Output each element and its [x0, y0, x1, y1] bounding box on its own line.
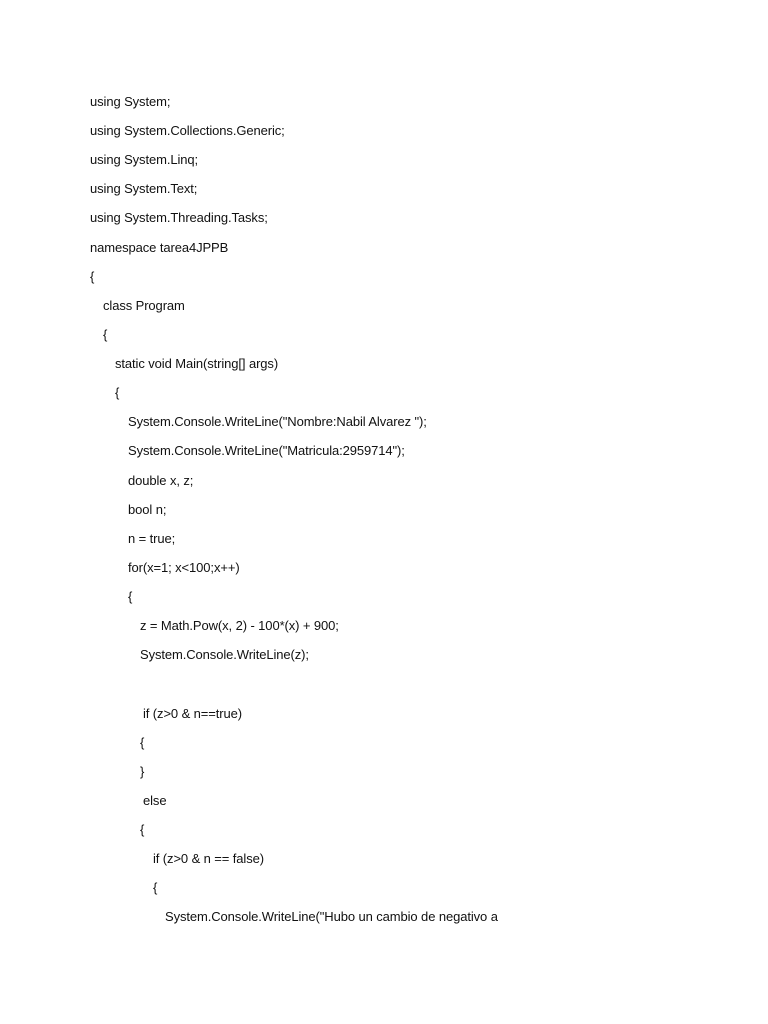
- code-line: System.Console.WriteLine(z);: [140, 647, 309, 662]
- code-line: n = true;: [128, 531, 176, 546]
- code-line: z = Math.Pow(x, 2) - 100*(x) + 900;: [140, 618, 339, 633]
- code-line: class Program: [103, 298, 185, 313]
- code-line: if (z>0 & n == false): [153, 851, 264, 866]
- code-line: System.Console.WriteLine("Matricula:2959714");: [128, 443, 405, 458]
- code-line: static void Main(string[] args): [115, 356, 279, 371]
- code-line: for(x=1; x<100;x++): [128, 560, 240, 575]
- code-line: using System.Threading.Tasks;: [90, 210, 268, 225]
- code-line: using System.Text;: [90, 181, 198, 196]
- code-line: {: [90, 269, 95, 284]
- code-line: System.Console.WriteLine("Hubo un cambio de negativo a: [165, 909, 498, 924]
- code-line: using System.Linq;: [90, 152, 199, 167]
- code-line: bool n;: [128, 502, 167, 517]
- code-line: {: [140, 735, 145, 750]
- code-line: System.Console.WriteLine("Nombre:Nabil Alvarez ");: [128, 414, 427, 429]
- code-line: double x, z;: [128, 473, 194, 488]
- code-line: else: [143, 793, 167, 808]
- code-line: using System.Collections.Generic;: [90, 123, 285, 138]
- code-line: if (z>0 & n==true): [143, 706, 243, 721]
- code-line: {: [115, 385, 120, 400]
- code-line: namespace tarea4JPPB: [90, 240, 229, 255]
- code-line: {: [140, 822, 145, 837]
- code-line: }: [140, 764, 145, 779]
- code-line: {: [128, 589, 133, 604]
- code-line: {: [103, 327, 108, 342]
- code-line: {: [153, 880, 158, 895]
- code-line: using System;: [90, 94, 171, 109]
